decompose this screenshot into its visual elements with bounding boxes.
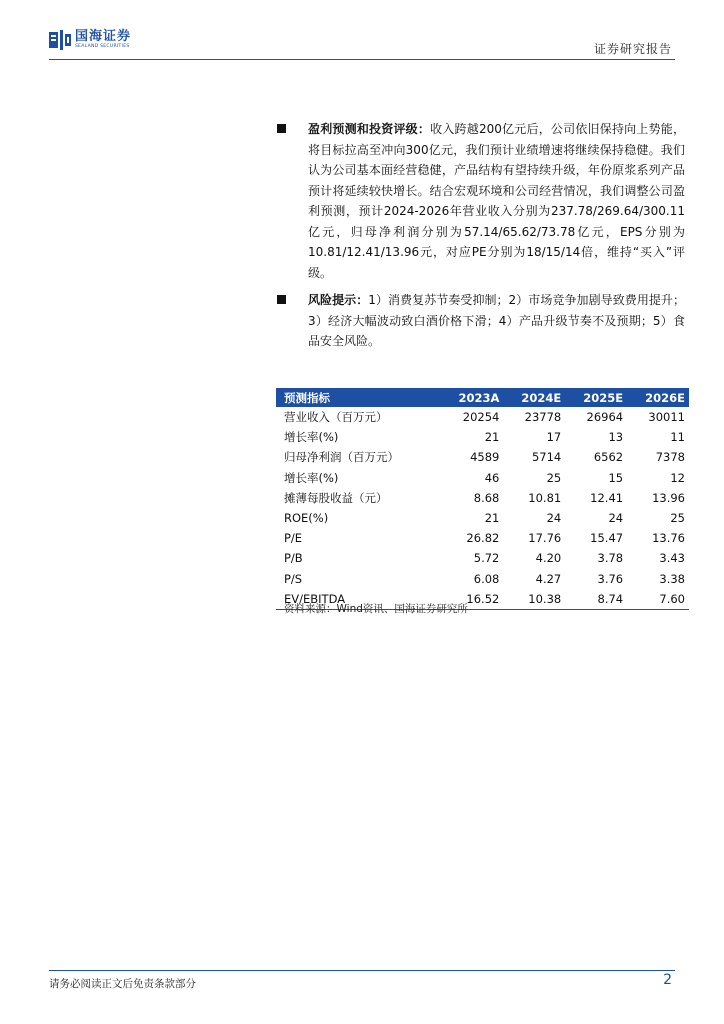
table-cell: EV/EBITDA [276, 589, 440, 610]
table-cell: 21 [484, 430, 500, 445]
logo-chinese-name: 国海证券 [75, 29, 132, 45]
table-cell: 5714 [531, 450, 562, 465]
table-row [276, 468, 689, 488]
table-cell: 15.47 [590, 531, 624, 546]
table-cell: 6.08 [473, 571, 500, 586]
forecast-heading: 盈利预测和投资评级： [308, 122, 431, 136]
table-cell: 3.78 [597, 551, 624, 566]
table-cell: 30011 [648, 410, 685, 425]
table-cell: 8.68 [473, 490, 500, 505]
footer-disclaimer: 请务必阅读正文后免责条款部分 [49, 978, 196, 990]
risk-body: 1）消费复苏节奏受抑制；2）市场竞争加剧导致费用提升；3）经济大幅波动致白酒价格下滑；4）产品升级节奏不及预期；5）食品安全风险。 [308, 293, 685, 348]
table-header-cell: 2024E [503, 388, 565, 407]
company-logo [49, 30, 131, 50]
table-cell: 23778 [524, 410, 562, 425]
table-cell: P/E [284, 531, 303, 546]
table-cell: 46 [484, 470, 500, 485]
table-cell: 营业收入（百万元） [284, 410, 388, 425]
table-cell: 26.82 [466, 531, 500, 546]
page-header [0, 0, 724, 60]
table-cell: 13 [608, 430, 624, 445]
table-cell: 5.72 [473, 551, 500, 566]
report-type-label: 证券研究报告 [593, 42, 672, 56]
table-row [276, 528, 689, 548]
table-header-row [276, 388, 689, 407]
table-cell: 25 [670, 511, 685, 526]
table-cell: 24 [608, 511, 624, 526]
table-header-cell: 2026E [627, 388, 689, 407]
table-cell: P/S [284, 571, 303, 586]
table-cell: 12 [670, 470, 685, 485]
risk-heading: 风险提示： [308, 293, 369, 307]
table-row [276, 407, 689, 427]
forecast-table [276, 388, 689, 610]
footer-divider [49, 970, 675, 971]
table-cell: 10.38 [503, 589, 565, 610]
table-cell: 7.60 [627, 589, 689, 610]
risk-section [281, 290, 685, 352]
table-header-cell: 预测指标 [276, 388, 440, 407]
table-cell: 6562 [593, 450, 624, 465]
table-row [276, 508, 689, 528]
table-cell: 7378 [655, 450, 685, 465]
table-cell: 3.43 [659, 551, 685, 566]
table-cell: 11 [670, 430, 685, 445]
table-cell: 12.41 [590, 490, 624, 505]
table-header-cell: 2023A [440, 388, 503, 407]
table-cell: 26964 [586, 410, 624, 425]
table-cell: 3.76 [597, 571, 624, 586]
forecast-body: 收入跨越200亿元后，公司依旧保持向上势能，将目标拉高至冲向300亿元，我们预计业绩增速将继续保持稳健。我们认为公司基本面经营稳健，产品结构有望持续升级，年份原浆系列产品预计将延续较快增长。结合宏观环境和公司经营情况，我们调整公司盈利预测，预计2024-2026年营业收入分别为237.78/269.64/300.11亿元，归母净利润分别为57.14/65.62/73.78亿元，EPS分别为10.81/12.41/13.96元，对应PE分别为18/15/14倍，维持“买入”评级。 [308, 122, 685, 280]
table-cell: 10.81 [528, 490, 562, 505]
table-cell: 21 [484, 511, 500, 526]
table-cell: 归母净利润（百万元） [284, 450, 399, 465]
table-cell: 13.76 [652, 531, 685, 546]
table-header-cell: 2025E [565, 388, 627, 407]
table-cell: 4.27 [535, 571, 562, 586]
table-cell: 摊薄每股收益（元） [284, 490, 388, 505]
forecast-paragraph [308, 119, 685, 283]
table-source-note: 资料来源：Wind资讯、国海证券研究所 [284, 603, 468, 615]
table-cell: 25 [546, 470, 562, 485]
bullet-square-icon [277, 124, 286, 133]
table-cell: 4589 [470, 450, 500, 465]
table-row [276, 427, 689, 447]
bullet-square-icon [277, 295, 286, 304]
header-divider [49, 59, 675, 60]
table-row [276, 447, 689, 467]
sealand-logo-icon [49, 30, 71, 50]
table-cell: 3.38 [659, 571, 685, 586]
table-row [276, 569, 689, 589]
page-number: 2 [663, 972, 672, 988]
table-cell: 增长率(%) [284, 430, 339, 445]
table-cell: 13.96 [652, 490, 685, 505]
table-row [276, 488, 689, 508]
table-cell: 17 [546, 430, 562, 445]
forecast-section [281, 119, 685, 283]
table-cell: P/B [284, 551, 303, 566]
table-cell: 8.74 [565, 589, 627, 610]
risk-paragraph [308, 290, 685, 352]
table-cell: 15 [608, 470, 624, 485]
table-cell: 20254 [462, 410, 500, 425]
table-row [276, 548, 689, 568]
table-cell: ROE(%) [284, 511, 329, 526]
table-cell: 增长率(%) [284, 470, 339, 485]
table-cell: 16.52 [440, 589, 503, 610]
table-cell: 17.76 [528, 531, 562, 546]
table-cell: 4.20 [535, 551, 562, 566]
logo-english-name: SEALAND SECURITIES [75, 44, 130, 50]
table-cell: 24 [546, 511, 562, 526]
